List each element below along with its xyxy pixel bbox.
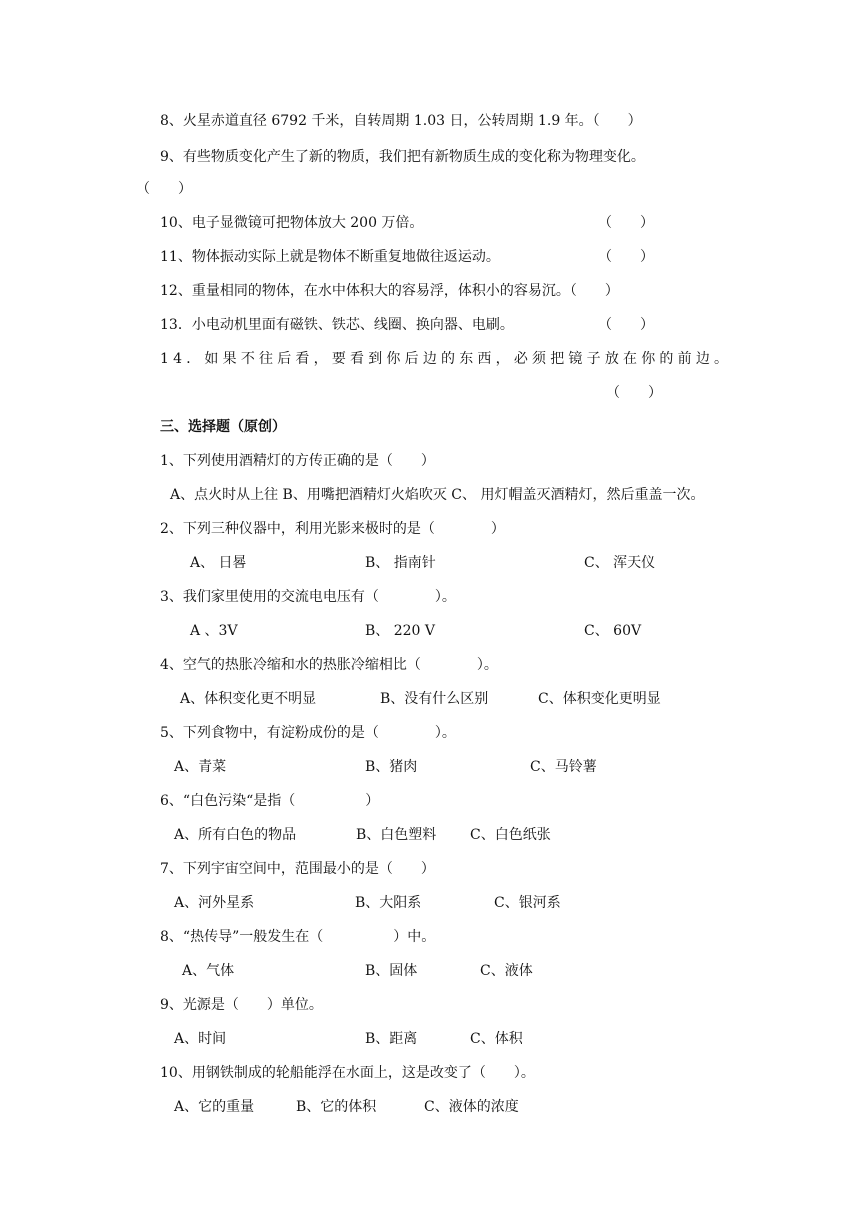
question-2-option-b: B、 指南针 bbox=[365, 555, 436, 571]
question-1-options: A、点火时从上往 B、用嘴把酒精灯火焰吹灭 C、 用灯帽盖灭酒精灯，然后重盖一次。 bbox=[170, 487, 705, 503]
judge-q12: 12、重量相同的物体，在水中体积大的容易浮，体积小的容易沉。（ ） bbox=[160, 283, 619, 299]
question-2: 2、下列三种仪器中，利用光影来极时的是（ ） bbox=[160, 521, 505, 537]
judge-q10: 10、电子显微镜可把物体放大 200 万倍。 bbox=[160, 215, 424, 231]
question-8-option-b: B、固体 bbox=[365, 963, 418, 979]
judge-q9: 9、有些物质变化产生了新的物质，我们把有新物质生成的变化称为物理变化。 bbox=[160, 149, 645, 165]
question-10-option-a: A、它的重量 bbox=[174, 1099, 255, 1115]
question-10: 10、用钢铁制成的轮船能浮在水面上，这是改变了（ ）。 bbox=[160, 1065, 535, 1081]
question-7: 7、下列宇宙空间中，范围最小的是（ ） bbox=[160, 861, 435, 877]
question-6: 6、“白色污染“是指（ ） bbox=[160, 793, 380, 809]
question-2-option-a: A、 日晷 bbox=[190, 555, 247, 571]
question-5: 5、下列食物中，有淀粉成份的是（ ）。 bbox=[160, 725, 456, 741]
question-1: 1、下列使用酒精灯的方传正确的是（ ） bbox=[160, 453, 435, 469]
question-7-option-a: A、河外星系 bbox=[174, 895, 255, 911]
question-9: 9、光源是（ ）单位。 bbox=[160, 997, 323, 1013]
section-title: 三、选择题（原创） bbox=[160, 419, 286, 435]
question-9-option-c: C、体积 bbox=[470, 1031, 523, 1047]
question-3-option-c: C、 60V bbox=[584, 623, 642, 639]
question-10-option-b: B、它的体积 bbox=[296, 1099, 377, 1115]
judge-q9-paren: （ ） bbox=[136, 181, 192, 197]
judge-q14: 14．如果不往后看，要看到你后边的东西，必须把镜子放在你的前边。 bbox=[160, 351, 733, 367]
question-10-option-c: C、液体的浓度 bbox=[424, 1099, 519, 1115]
question-4-option-c: C、体积变化更明显 bbox=[538, 691, 661, 707]
judge-q8: 8、火星赤道直径 6792 千米，自转周期 1.03 日，公转周期 1.9 年。（ ） bbox=[160, 113, 642, 129]
judge-q11: 11、物体振动实际上就是物体不断重复地做往返运动。 bbox=[160, 249, 500, 265]
question-4-option-b: B、没有什么区别 bbox=[380, 691, 489, 707]
question-5-option-c: C、马铃薯 bbox=[530, 759, 597, 775]
question-6-option-c: C、白色纸张 bbox=[470, 827, 551, 843]
judge-q11-paren: （ ） bbox=[598, 249, 654, 265]
question-3-option-a: A 、3V bbox=[190, 623, 238, 639]
question-8-option-c: C、液体 bbox=[480, 963, 533, 979]
question-7-option-b: B、大阳系 bbox=[355, 895, 422, 911]
question-4-option-a: A、体积变化更不明显 bbox=[180, 691, 317, 707]
question-8-option-a: A、气体 bbox=[182, 963, 235, 979]
question-4: 4、空气的热胀冷缩和水的热胀冷缩相比（ ）。 bbox=[160, 657, 498, 673]
judge-q14-paren: （ ） bbox=[606, 385, 662, 401]
question-5-option-b: B、猪肉 bbox=[365, 759, 418, 775]
judge-q13: 13．小电动机里面有磁铁、铁芯、线圈、换向器、电刷。 bbox=[160, 317, 514, 333]
judge-q10-paren: （ ） bbox=[598, 215, 654, 231]
question-5-option-a: A、青菜 bbox=[174, 759, 227, 775]
question-6-option-b: B、白色塑料 bbox=[356, 827, 437, 843]
question-9-option-a: A、时间 bbox=[174, 1031, 227, 1047]
question-3-option-b: B、 220 V bbox=[365, 623, 436, 639]
question-3: 3、我们家里使用的交流电电压有（ ）。 bbox=[160, 589, 456, 605]
question-9-option-b: B、距离 bbox=[365, 1031, 418, 1047]
question-7-option-c: C、银河系 bbox=[494, 895, 561, 911]
question-6-option-a: A、所有白色的物品 bbox=[174, 827, 297, 843]
question-8: 8、“热传导”一般发生在（ ）中。 bbox=[160, 929, 436, 945]
question-2-option-c: C、 浑天仪 bbox=[584, 555, 656, 571]
judge-q13-paren: （ ） bbox=[598, 317, 654, 333]
